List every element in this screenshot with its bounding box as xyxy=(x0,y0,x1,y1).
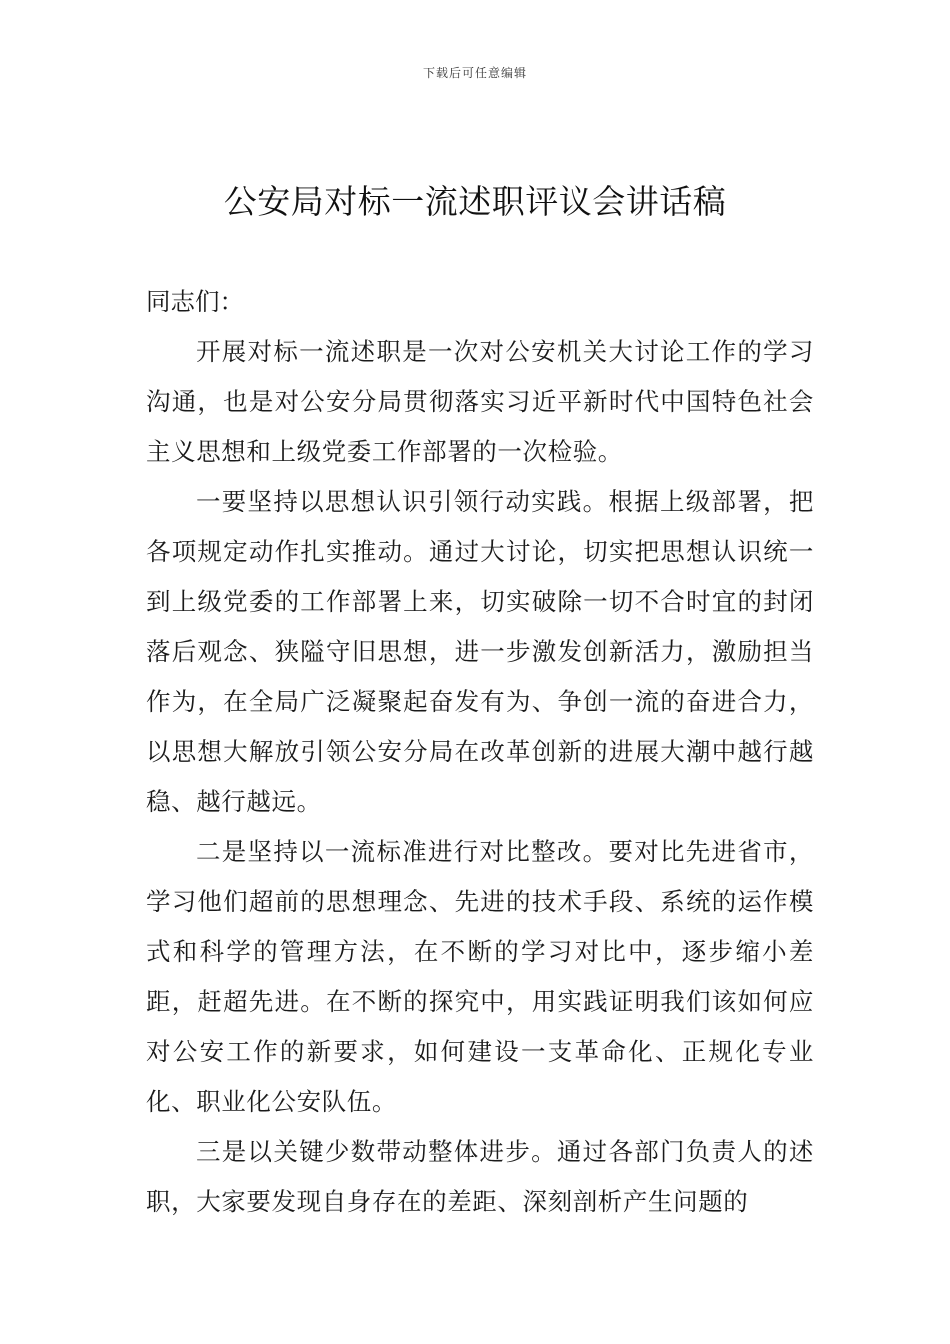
paragraph-1: 开展对标一流述职是一次对公安机关大讨论工作的学习沟通，也是对公安分局贯彻落实习近平新时代中国特色社会主义思想和上级党委工作部署的一次检验。 xyxy=(146,337,814,466)
paragraph-2: 一要坚持以思想认识引领行动实践。根据上级部署，把各项规定动作扎实推动。通过大讨论，切实把思想认识统一到上级党委的工作部署上来，切实破除一切不合时宜的封闭落后观念、狭隘守旧思想，进一步激发创新活力，激励担当作为，在全局广泛凝聚起奋发有为、争创一流的奋进合力，以思想大解放引领公安分局在改革创新的进展大潮中越行越稳、越行越远。 xyxy=(146,487,814,816)
paragraph-3: 二是坚持以一流标准进行对比整改。要对比先进省市，学习他们超前的思想理念、先进的技术手段、系统的运作模式和科学的管理方法，在不断的学习对比中，逐步缩小差距，赶超先进。在不断的探究中，用实践证明我们该如何应对公安工作的新要求，如何建设一支革命化、正规化专业化、职业化公安队伍。 xyxy=(146,837,814,1116)
document-body xyxy=(146,277,814,1227)
paragraph-4: 三是以关键少数带动整体进步。通过各部门负责人的述职，大家要发现自身存在的差距、深刻剖析产生问题的 xyxy=(146,1137,814,1216)
header-note: 下载后可任意编辑 xyxy=(422,66,527,80)
document-title: 公安局对标一流述职评议会讲话稿 xyxy=(223,182,727,221)
salutation: 同志们： xyxy=(146,287,244,316)
